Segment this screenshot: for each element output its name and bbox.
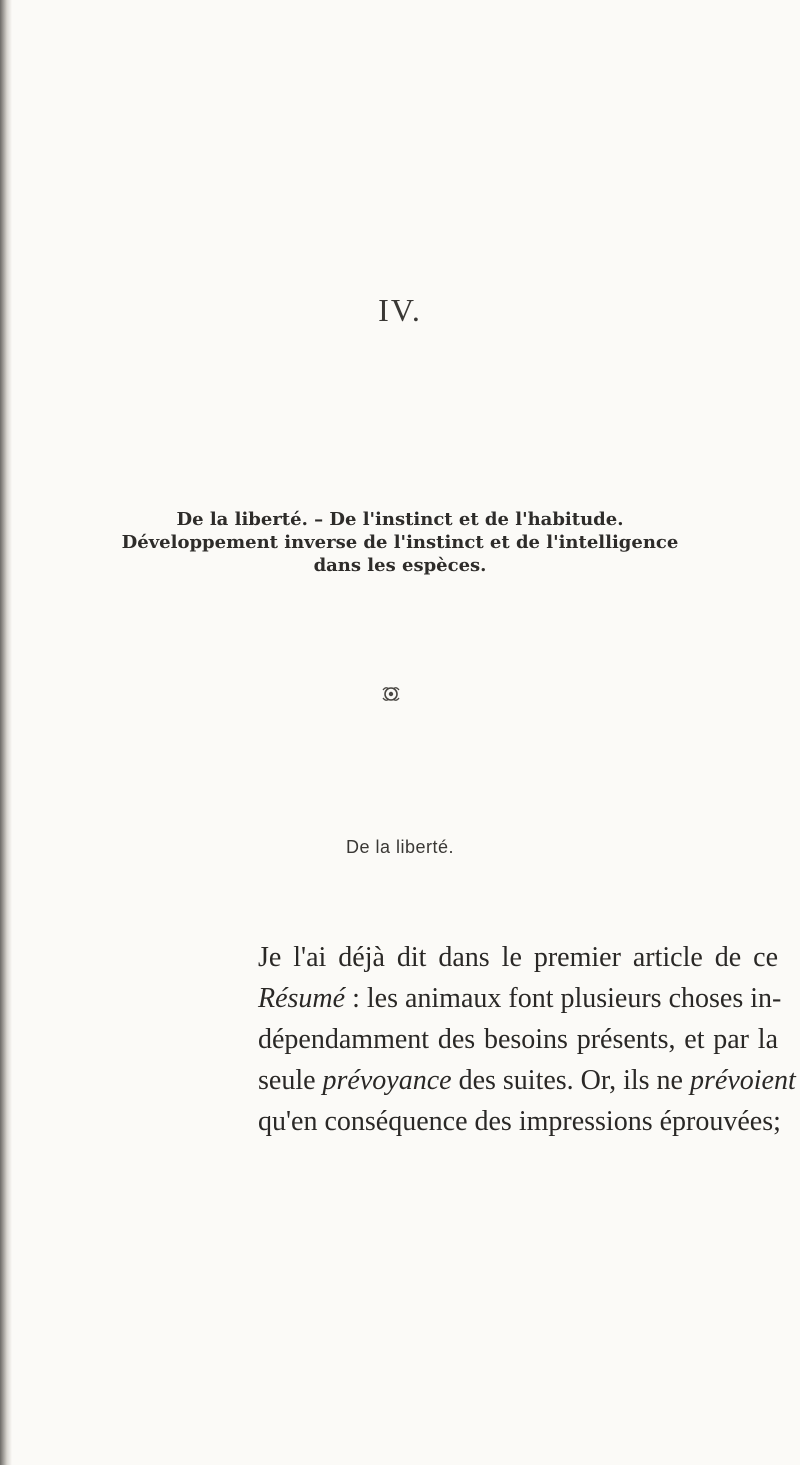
line-text: dépendamment des besoins présents, et par la (258, 1024, 778, 1055)
line-text: qu'en conséquence des impressions éprouvées; (258, 1106, 781, 1137)
paragraph-line (258, 1101, 781, 1142)
paragraph-line (258, 978, 782, 1019)
line-text: : les animaux font plusieurs choses in- (345, 983, 782, 1014)
body-paragraph (258, 937, 796, 1142)
line-text: des suites. Or, ils ne (451, 1065, 690, 1096)
line-text: Je l'ai déjà dit dans le premier article de ce (258, 942, 778, 973)
italic-term: prévoient (690, 1065, 796, 1096)
paragraph-line (258, 1019, 778, 1060)
summary-line: dans les espèces. (313, 555, 487, 576)
chapter-number: IV. (378, 292, 422, 328)
italic-term: Résumé (258, 983, 346, 1014)
line-text: seule (258, 1065, 323, 1096)
summary-line: Développement inverse de l'instinct et de l'intelligence (121, 532, 679, 553)
fleuron-icon (380, 684, 402, 704)
paragraph-line (258, 1060, 796, 1101)
italic-term: prévoyance (322, 1065, 452, 1096)
summary-line: De la liberté. – De l'instinct et de l'habitude. (176, 509, 624, 530)
section-heading: De la liberté. (345, 837, 455, 857)
paragraph-line (258, 937, 778, 978)
chapter-summary (60, 508, 740, 577)
page-gutter-shadow (0, 0, 12, 1465)
